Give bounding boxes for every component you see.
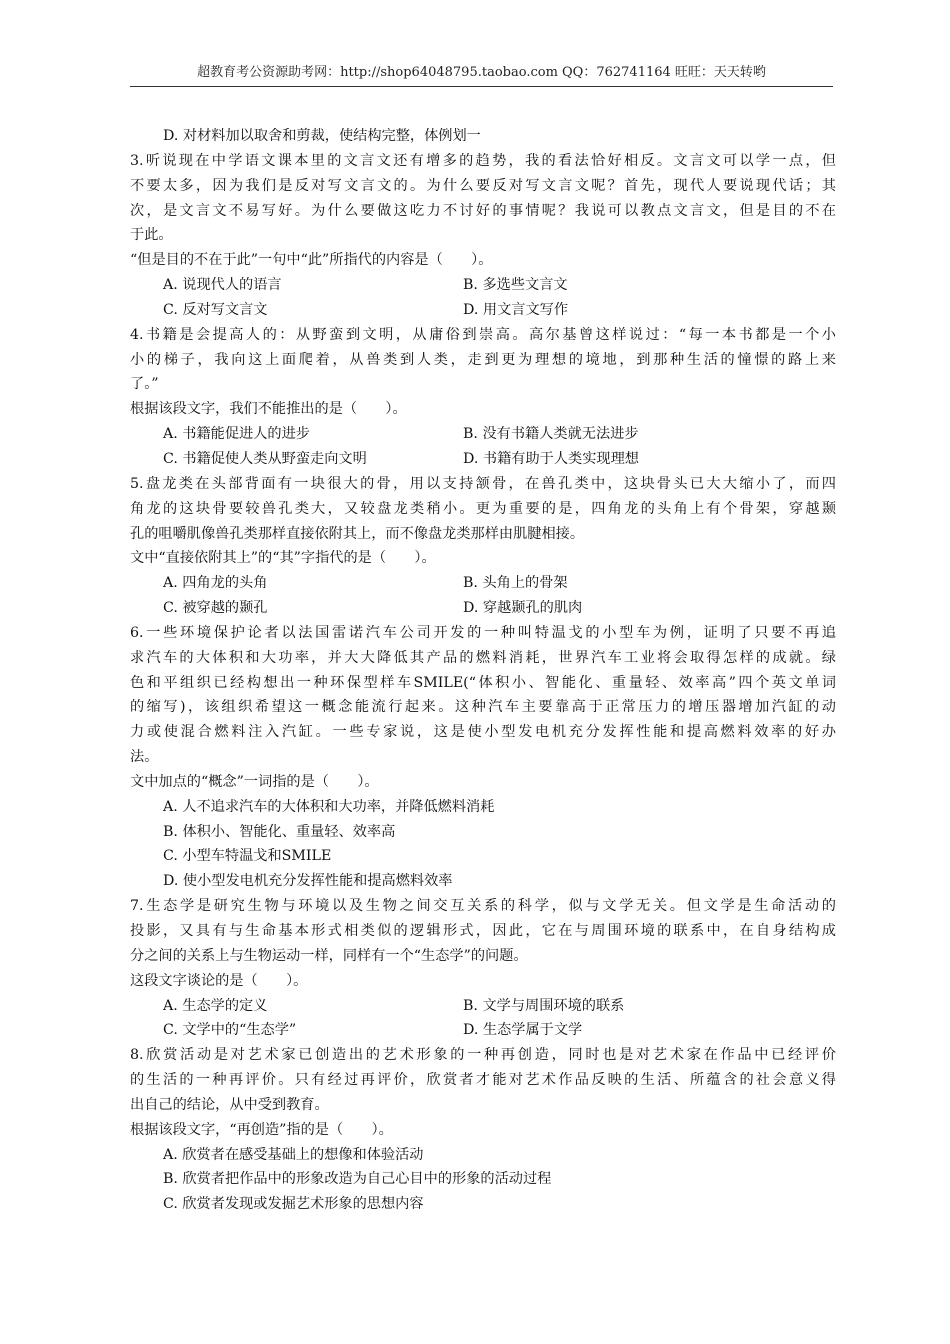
stem-line: 不要太多，因为我们是反对写文言文的。为什么要反对写文言文呢？首先，现代人要说现代话；其 (130, 177, 836, 194)
question-3 (130, 149, 836, 323)
stem-line: 出自己的结论，从中受到教育。 (130, 1096, 329, 1113)
page-content (130, 124, 836, 1217)
question-prompt: 文中“直接依附其上”的“其”字指代的是（ ）。 (130, 550, 436, 567)
page-header: 超教育考公资源助考网：http://shop64048795.taobao.com QQ：762741164 旺旺：天天转哟 (197, 65, 766, 80)
question-prompt: 这段文字谈论的是（ ）。 (130, 972, 308, 989)
option-line: D. 对材料加以取舍和剪裁，使结构完整，体例划一 (163, 128, 481, 144)
question-prompt: “但是目的不在于此”一句中“此”所指代的内容是（ ）。 (130, 252, 493, 269)
stem-line: 的缩写)，该组织希望这一概念能流行起来。这种汽车主要靠高于正常压力的增压器增加汽缸的动 (130, 699, 836, 716)
option-b: B. 没有书籍人类就无法进步 (463, 426, 639, 443)
option-d: D. 使小型发电机充分发挥性能和提高燃料效率 (163, 873, 453, 890)
stem-line: 小的梯子，我向这上面爬着，从兽类到人类，走到更为理想的境地，到那种生活的憧憬的路上来 (130, 351, 836, 368)
stem-line: 的生活的一种再评价。只有经过再评价，欣赏者才能对艺术作品反映的生活、所蕴含的社会意义得 (130, 1072, 836, 1089)
option-row (130, 273, 836, 298)
option-row (130, 447, 836, 472)
option-a: A. 欣赏者在感受基础上的想像和体验活动 (163, 1146, 424, 1163)
stem-line: 次，是文言文不易写好。为什么要做这吃力不讨好的事情呢？我说可以教点文言文，但是目的不在 (130, 202, 836, 219)
option-c: C. 小型车特温戈和SMILE (163, 848, 332, 865)
question-6 (130, 621, 836, 894)
option-row (130, 596, 836, 621)
stem-line: 色和平组织已经构想出一种环保型样车SMILE(“体积小、智能化、重量轻、效率高”四个英文单词 (130, 674, 836, 691)
option-row (130, 298, 836, 323)
stem-line: 于此。 (130, 227, 173, 244)
question-prompt: 根据该段文字，“再创造”指的是（ ）。 (130, 1121, 393, 1138)
stem-line: 3.听说现在中学语文课本里的文言文还有增多的趋势，我的看法恰好相反。文言文可以学一点，但 (130, 152, 836, 169)
option-c: C. 被穿越的颞孔 (163, 600, 268, 617)
question-5 (130, 472, 836, 621)
option-c: C. 反对写文言文 (163, 301, 268, 318)
stem-line: 孔的咀嚼肌像兽孔类那样直接依附其上，而不像盘龙类那样由肌腱相接。 (130, 525, 585, 542)
option-b: B. 体积小、智能化、重量轻、效率高 (163, 823, 396, 840)
stem-line: 分之间的关系上与生物运动一样，同样有一个“生态学”的问题。 (130, 947, 528, 964)
option-b: B. 头角上的骨架 (463, 575, 568, 592)
option-a: A. 生态学的定义 (163, 997, 268, 1014)
stem-line: 5.盘龙类在头部背面有一块很大的骨，用以支持颔骨，在兽孔类中，这块骨头已大大缩小了，而四 (130, 475, 836, 492)
option-c: C. 文学中的“生态学” (163, 1022, 297, 1039)
stem-line: 4.书籍是会提高人的：从野蛮到文明，从庸俗到崇高。高尔基曾这样说过：“每一本书都是一个小 (130, 326, 836, 343)
stem-line: 8.欣赏活动是对艺术家已创造出的艺术形象的一种再创造，同时也是对艺术家在作品中已经评价 (130, 1047, 836, 1064)
stem-line: 法。 (130, 749, 159, 766)
option-a: A. 人不追求汽车的大体积和大功率，并降低燃料消耗 (163, 798, 495, 815)
option-d: D. 穿越颞孔的肌肉 (463, 600, 583, 617)
stem-line: 角龙的这块骨要较兽孔类大，又较盘龙类稍小。更为重要的是，四角龙的头角上有个骨架，穿越颞 (130, 500, 836, 517)
option-c: C. 欣赏者发现或发掘艺术形象的思想内容 (163, 1196, 424, 1213)
option-c: C. 书籍促使人类从野蛮走向文明 (163, 450, 367, 467)
header-divider (130, 86, 833, 87)
question-prompt: 根据该段文字，我们不能推出的是（ ）。 (130, 401, 407, 418)
option-row (130, 571, 836, 596)
question-8 (130, 1043, 836, 1217)
option-b: B. 多选些文言文 (463, 277, 568, 294)
option-row (130, 1018, 836, 1043)
option-a: A. 书籍能促进人的进步 (163, 426, 310, 443)
stem-line: 投影，又具有与生命基本形式相类似的逻辑形式，因此，它在与周围环境的联系中，在自身结构成 (130, 923, 836, 939)
option-d: D. 书籍有助于人类实现理想 (463, 450, 639, 467)
option-a: A. 四角龙的头角 (163, 575, 268, 592)
stem-line: 了。” (130, 376, 159, 393)
option-a: A. 说现代人的语言 (163, 277, 282, 294)
option-d: D. 用文言文写作 (463, 301, 569, 318)
option-row (130, 422, 836, 447)
option-b: B. 文学与周围环境的联系 (463, 997, 625, 1014)
option-b: B. 欣赏者把作品中的形象改造为自己心目中的形象的活动过程 (163, 1171, 552, 1188)
stem-line: 6.一些环境保护论者以法国雷诺汽车公司开发的一种叫特温戈的小型车为例，证明了只要不再追 (130, 624, 836, 641)
question-prompt: 文中加点的“概念”一词指的是（ ）。 (130, 773, 379, 790)
stem-line: 7.生态学是研究生物与环境以及生物之间交互关系的科学，似与文学无关。但文学是生命活动的 (130, 898, 836, 915)
option-row (130, 994, 836, 1019)
option-d: D. 生态学属于文学 (463, 1022, 583, 1039)
question-4 (130, 323, 836, 472)
stem-line: 力或使混合燃料注入汽缸。一些专家说，这是使小型发电机充分发挥性能和提高燃料效率的好办 (130, 724, 836, 741)
stem-line: 求汽车的大体积和大功率，并大大降低其产品的燃料消耗，世界汽车工业将会取得怎样的成就。绿 (130, 649, 836, 666)
question-7 (130, 894, 836, 1043)
